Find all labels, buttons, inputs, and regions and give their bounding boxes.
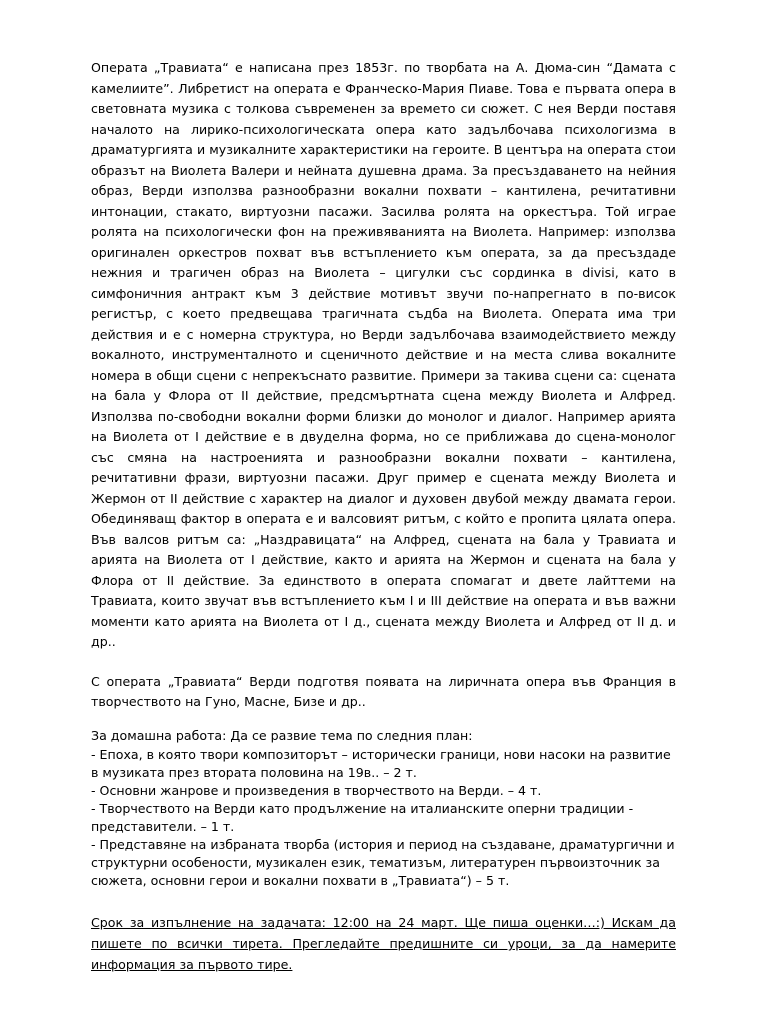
plan-item-genres: - Основни жанрове и произведения в творчеството на Верди. – 4 т.: [91, 783, 542, 798]
deadline-note: Срок за изпълнение на задачата: 12:00 на 24 март. Ще пиша оценки…:) Искам да пишете по всички тирета. Прегледайте предишните си уроци, за да намерите информация за първото тире.: [91, 915, 676, 972]
france-paragraph: С операта „Травиата“ Верди подготвя появата на лиричната опера във Франция в творчеството на Гуно, Масне, Бизе и др..: [91, 673, 676, 709]
homework-plan-list: [91, 746, 676, 890]
homework-heading: За домашна работа: Да се развие тема по следния план:: [91, 727, 473, 743]
document-page: [91, 58, 676, 975]
plan-item-traditions: - Творчеството на Верди като продължение на италианските оперни традиции - представители. – 1 т.: [91, 801, 634, 834]
intro-paragraph: Операта „Травиата“ е написана през 1853г. по творбата на А. Дюма-син “Дамата с камелиите”. Либретист на операта е Франческо-Мария Пиаве. Това е първата опера в световната музика с толкова съвременен за времето си сюжет. С нея Верди поставя началото на лирико-психологическата опера като задълбочава психологизма в драматургията и музикалните характеристики на героите. В центъра на операта стои образът на Виолета Валери и нейната душевна драма. За пресъздаването на нейния образ, Верди използва разнообразни вокални похвати – кантилена, речитативни интонации, стакато, виртуозни пасажи. Засилва ролята на оркестъра. Той играе ролята на психологически фон на преживяванията на Виолета. Например: използва оригинален оркестров похват във встъплението към операта, за да пресъздаде нежния и трагичен образ на Виолета – цигулки със сординка в divisi, като в симфоничния антракт към 3 действие мотивът звучи по-напрегнато в по-висок регистър, с което предвещава трагичната съдба на Виолета. Операта има три действия и е с номерна структура, но Верди задълбочава взаимодействието между вокалното, инструменталното и сценичното действие и на места слива вокалните номера в общи сцени с непрекъснато развитие. Примери за такива сцени са: сцената на бала у Флора от II действие, предсмъртната сцена между Виолета и Алфред. Използва по-свободни вокални форми близки до монолог и диалог. Например арията на Виолета от I действие е в двуделна форма, но се приближава до сцена-монолог със смяна на настроенията и разнообразни вокални похвати – кантилена, речитативни фрази, виртуозни пасажи. Друг пример е сцената между Виолета и Жермон от II действие с характер на диалог и духовен двубой между двамата герои. Обединяващ фактор в операта е и валсовият ритъм, с който е пропита цялата опера. Във валсов ритъм са: „Наздравицата“ на Алфред, сцената на бала у Травиата и арията на Виолета от I действие, както и арията на Жермон и сцената на бала у Флора от II действие. За единството в операта спомагат и двете лайттеми на Травиата, които звучат във встъплението към I и III действие на операта и във важни моменти като арията на Виолета от I д., сцената между Виолета и Алфред от II д. и др..: [91, 60, 676, 649]
plan-item-epoch: - Епоха, в която твори композиторът – исторически граници, нови насоки на развитие в музиката през втората половина на 19в.. – 2 т.: [91, 747, 671, 780]
plan-item-selected-work: - Представяне на избраната творба (история и период на създаване, драматургични и структурни особености, музикален език, тематизъм, литературен първоизточник за сюжета, основни герои и вокални похвати в „Травиата“) – 5 т.: [91, 837, 675, 888]
